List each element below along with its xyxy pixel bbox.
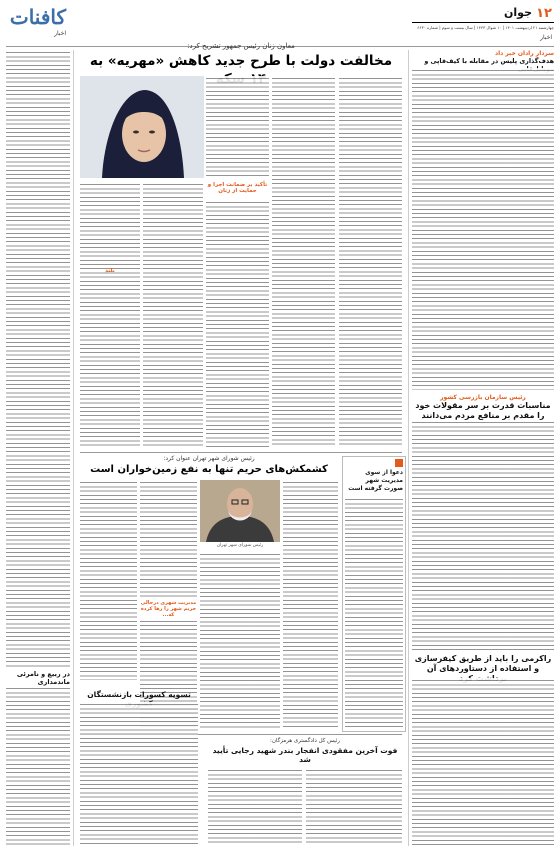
bottom-middle-text-b [208,768,302,846]
paper-name: جوان [504,6,532,19]
kicker-2: رئیس سازمان بازرسی کشور [440,394,526,401]
bottom-left-headline: تسویه کسورات بازنشستگان [87,690,191,699]
far-left-column [6,50,70,846]
bottom-middle-kicker: رئیس کل دادگستری هرمزگان: [270,738,340,744]
man-portrait-icon [200,480,280,542]
shura-headline: کشمکش‌های حریم تنها به نفع زمین‌خواران است [90,464,328,475]
brand-title: کافنات [9,5,66,29]
story-divider [80,452,402,453]
shura-text-col-a [283,480,338,730]
side-icon [395,459,403,467]
middle-pull-quote: بلند [105,268,115,274]
headline-3: راکرمی را باید از طریق کیفرسازی و استفاده از دستاوردهای آن [414,654,552,673]
lead-kicker: معاون زنان رئیس جمهور تشریح کرد: [187,42,295,50]
middle-text-col-b [80,182,140,448]
bottom-middle-text-a [306,768,402,846]
lead-pull-quote: تأکید بر ضمانت اجرا و حمایت از زنان [207,182,268,194]
lead-text-col-c [206,76,269,176]
shura-kicker: رئیس شورای شهر تهران عنوان کرد: [163,455,255,462]
lead-text-col-c2 [206,200,269,448]
bottom-middle-headline: فوت آخرین مفقودی انفجار بندر شهید رجایی تأیید شد [212,746,398,764]
right-text-3 [412,678,554,846]
far-left-text-top [6,50,70,668]
kicker-1: سردار رادان خبر داد [495,50,554,57]
date-line: چهارشنبه ۲۱ اردیبهشت ۱۴۰۱ | ۱۰ شوال ۱۴۴۳ | سال بیست و سوم | شماره ۶۶۳۰ [417,25,554,30]
right-column [412,50,554,846]
lead-text-col-a [339,76,402,448]
far-left-headline: در ربیع و نامرئی ماندمداری [16,670,70,686]
section-label: اخبار [540,34,552,41]
far-left-text-bottom [6,686,70,846]
woman-portrait-icon [80,76,204,178]
shura-text-col-d [80,480,137,680]
side-text [345,497,403,727]
lead-text-col-b [272,76,335,448]
middle-text-col-a [143,182,203,448]
brand-section: اخبار [54,30,66,37]
lead-headline: مخالفت دولت با طرح جدید کاهش «مهریه» به [89,53,393,69]
col-divider [408,50,409,846]
headline-2: مناسبات قدرت بر سر مقولات خود را مقدم بر منافع مردم می‌دانند [415,401,551,420]
lead-photo [80,76,204,178]
side-headline: دعوا از سوی مدیریت شهر صورت گرفته است [348,469,403,492]
page-number: ۱۲ [536,6,552,21]
headline-1: هدف‌گذاری پلیس در مقابله با کیف‌قاپی و [424,57,554,65]
right-text-2 [412,420,554,650]
shura-text-col-b [200,552,280,730]
side-story [342,456,406,732]
bottom-left-text [80,702,198,846]
masthead-rule [412,22,554,23]
right-text-1 [412,68,554,390]
masthead [412,6,554,46]
shura-photo-caption: رئیس شورای شهر تهران [216,543,264,548]
brand-logo [6,6,66,40]
shura-photo [200,480,280,542]
shura-pull-quote: مدیریت شهری درحالی حریم شهر را رها کرده که... [140,600,197,618]
col-divider [73,50,74,846]
